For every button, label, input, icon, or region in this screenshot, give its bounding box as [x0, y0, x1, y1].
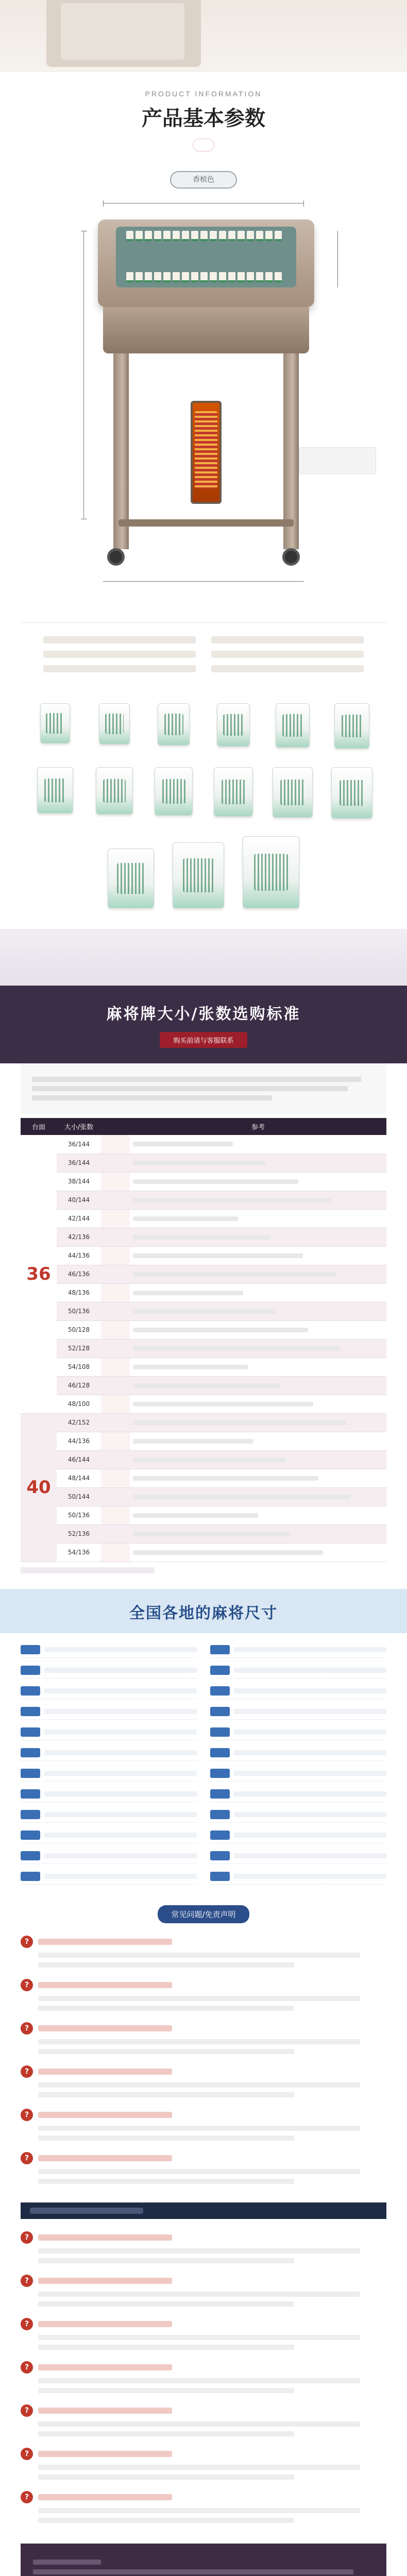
- size-cell: 48/144: [57, 1469, 101, 1487]
- size-guide-intro: [21, 1063, 386, 1114]
- hero-banner: [0, 0, 407, 72]
- dimension-line-height: [83, 231, 84, 519]
- faq-item: ?: [21, 2152, 386, 2184]
- reference-cell: [130, 1228, 386, 1246]
- notice-box: [21, 2544, 386, 2576]
- size-row: [21, 1172, 386, 1191]
- faq-header: [21, 1905, 386, 1923]
- faq-item: ?: [21, 2318, 386, 2350]
- region-row: [21, 1807, 197, 1823]
- tile-sample: [243, 836, 299, 908]
- qty-cell: [101, 1228, 130, 1246]
- region-row: [210, 1745, 386, 1761]
- size-guide-title: 麻将牌大小/张数选购标准: [106, 1005, 301, 1023]
- size-row: [21, 1228, 386, 1246]
- faq-item: ?: [21, 2491, 386, 2523]
- qty-cell: [101, 1172, 130, 1191]
- dimension-line-right: [337, 231, 338, 287]
- region-row: [21, 1828, 197, 1843]
- qty-cell: [101, 1339, 130, 1358]
- size-row: [21, 1506, 386, 1524]
- qty-cell: [101, 1487, 130, 1506]
- size-cell: 40/144: [57, 1191, 101, 1209]
- size-cell: 54/136: [57, 1543, 101, 1562]
- qty-cell: [101, 1246, 130, 1265]
- region-row: [210, 1766, 386, 1782]
- region-row: [21, 1849, 197, 1864]
- faq-item: ?: [21, 2065, 386, 2097]
- wheel-left: [107, 548, 125, 566]
- color-label: 香槟色: [170, 171, 237, 189]
- spec-line: [43, 665, 196, 672]
- wheel-right: [282, 548, 300, 566]
- size-guide-subtitle: 购买前请与客服联系: [160, 1032, 247, 1048]
- reference-cell: [130, 1209, 386, 1228]
- tile-sample: [173, 842, 224, 908]
- size-cell: 36/144: [57, 1135, 101, 1154]
- tile-sample: [214, 767, 253, 817]
- tile-sample: [331, 767, 372, 819]
- faq-item: ?: [21, 2448, 386, 2480]
- region-row: [21, 1766, 197, 1782]
- spec-line: [211, 636, 364, 643]
- size-row: [21, 1302, 386, 1320]
- size-row: [21, 1339, 386, 1358]
- reference-cell: [130, 1302, 386, 1320]
- reference-cell: [130, 1358, 386, 1376]
- reference-cell: [130, 1172, 386, 1191]
- faq-list: [21, 1936, 386, 2184]
- col-header-reference: 参考: [130, 1118, 386, 1135]
- spec-heading-zh: 产品基本参数: [142, 107, 265, 130]
- size-cell: 44/136: [57, 1432, 101, 1450]
- qty-cell: [101, 1135, 130, 1154]
- size-row: [21, 1432, 386, 1450]
- size-row: [21, 1283, 386, 1302]
- size-row: [21, 1265, 386, 1283]
- faq-list-second: [21, 2231, 386, 2523]
- tile-grid: [31, 703, 376, 819]
- size-cell: 50/144: [57, 1487, 101, 1506]
- size-cell: 50/136: [57, 1302, 101, 1320]
- region-title: 全国各地的麻将尺寸: [129, 1604, 278, 1622]
- faq-item: ?: [21, 2022, 386, 2054]
- faq-item: ?: [21, 2109, 386, 2141]
- tile-row-bottom: [126, 272, 282, 282]
- size-row: [21, 1469, 386, 1487]
- region-row: [210, 1869, 386, 1885]
- region-row: [21, 1725, 197, 1740]
- spec-line: [43, 636, 196, 643]
- size-cell: 44/136: [57, 1246, 101, 1265]
- spec-line: [43, 651, 196, 658]
- reference-cell: [130, 1543, 386, 1562]
- tile-sample: [217, 703, 250, 747]
- region-row: [21, 1869, 197, 1885]
- tile-sample: [158, 703, 190, 745]
- size-row: [21, 1246, 386, 1265]
- size-cell: 52/136: [57, 1524, 101, 1543]
- spec-line: [211, 665, 364, 672]
- size-cell: 50/136: [57, 1506, 101, 1524]
- faq-item: ?: [21, 2231, 386, 2263]
- spec-tagline: [193, 139, 214, 151]
- region-row: [210, 1642, 386, 1658]
- size-row: [21, 1154, 386, 1172]
- region-row: [21, 1787, 197, 1802]
- qty-cell: [101, 1376, 130, 1395]
- reference-cell: [130, 1487, 386, 1506]
- col-header-table: 台面: [21, 1118, 57, 1135]
- tile-sample: [99, 703, 130, 744]
- region-row: [21, 1642, 197, 1658]
- reference-cell: [130, 1191, 386, 1209]
- region-row: [21, 1663, 197, 1679]
- region-grid: [21, 1642, 386, 1885]
- region-header: [0, 1589, 407, 1633]
- divider-band: [0, 929, 407, 986]
- size-cell: 42/136: [57, 1228, 101, 1246]
- region-row: [210, 1663, 386, 1679]
- qty-cell: [101, 1358, 130, 1376]
- size-row: [21, 1358, 386, 1376]
- size-table-note: [21, 1567, 155, 1573]
- reference-cell: [130, 1413, 386, 1432]
- tile-sample: [37, 767, 73, 814]
- tile-sample: [108, 849, 154, 908]
- reference-cell: [130, 1450, 386, 1469]
- qty-cell: [101, 1524, 130, 1543]
- tile-sample: [40, 703, 70, 743]
- qty-cell: [101, 1506, 130, 1524]
- tile-sample: [273, 767, 313, 818]
- tile-row-top: [126, 231, 282, 241]
- col-header-size: 大小/张数: [57, 1118, 101, 1135]
- size-row: [21, 1487, 386, 1506]
- tile-grid-large: [31, 836, 376, 908]
- qty-cell: [101, 1469, 130, 1487]
- faq-second-header: [21, 2202, 386, 2219]
- qty-cell: [101, 1320, 130, 1339]
- spec-heading-en: PRODUCT INFORMATION: [145, 90, 262, 98]
- qty-cell: [101, 1432, 130, 1450]
- reference-cell: [130, 1246, 386, 1265]
- tile-sample: [96, 767, 133, 815]
- size-row: [21, 1320, 386, 1339]
- table-crossbar: [118, 519, 294, 527]
- dimension-line-top: [103, 203, 304, 204]
- region-row: [210, 1725, 386, 1740]
- size-cell: 38/144: [57, 1172, 101, 1191]
- faq-item: ?: [21, 2275, 386, 2307]
- qty-cell: [101, 1265, 130, 1283]
- region-row: [210, 1704, 386, 1720]
- tile-size-chart: [21, 693, 386, 929]
- qty-cell: [101, 1413, 130, 1432]
- region-row: [210, 1828, 386, 1843]
- size-table: [21, 1118, 386, 1562]
- qty-cell: [101, 1543, 130, 1562]
- spec-section-heading: [0, 72, 407, 159]
- qty-cell: [101, 1395, 130, 1413]
- qty-cell: [101, 1283, 130, 1302]
- heater-note: [299, 447, 376, 474]
- hero-caption-box: [61, 3, 184, 60]
- region-row: [21, 1745, 197, 1761]
- spec-list: [21, 622, 386, 688]
- qty-cell: [101, 1302, 130, 1320]
- col-header-qty: [101, 1118, 130, 1135]
- size-cell: 46/144: [57, 1450, 101, 1469]
- reference-cell: [130, 1524, 386, 1543]
- region-row: [210, 1807, 386, 1823]
- size-row: [21, 1413, 386, 1432]
- size-cell: 42/144: [57, 1209, 101, 1228]
- size-row: [21, 1191, 386, 1209]
- size-cell: 54/108: [57, 1358, 101, 1376]
- size-guide-header: [0, 986, 407, 1063]
- size-row: [21, 1395, 386, 1413]
- size-cell: 42/152: [57, 1413, 101, 1432]
- size-row: [21, 1543, 386, 1562]
- region-row: [21, 1684, 197, 1699]
- table-group-tag: 40: [21, 1413, 57, 1562]
- size-cell: 48/136: [57, 1283, 101, 1302]
- size-cell: 36/144: [57, 1154, 101, 1172]
- size-row: [21, 1135, 386, 1154]
- faq-item: ?: [21, 2404, 386, 2436]
- region-row: [21, 1704, 197, 1720]
- size-row: [21, 1450, 386, 1469]
- faq-item: ?: [21, 2361, 386, 2393]
- reference-cell: [130, 1432, 386, 1450]
- size-row: [21, 1524, 386, 1543]
- faq-item: ?: [21, 1979, 386, 2011]
- spec-line: [211, 651, 364, 658]
- reference-cell: [130, 1135, 386, 1154]
- size-cell: 48/100: [57, 1395, 101, 1413]
- reference-cell: [130, 1154, 386, 1172]
- reference-cell: [130, 1320, 386, 1339]
- region-row: [210, 1849, 386, 1864]
- tile-sample: [334, 703, 369, 749]
- size-cell: 46/128: [57, 1376, 101, 1395]
- reference-cell: [130, 1283, 386, 1302]
- reference-cell: [130, 1376, 386, 1395]
- qty-cell: [101, 1450, 130, 1469]
- reference-cell: [130, 1265, 386, 1283]
- tile-sample: [155, 767, 193, 816]
- region-row: [210, 1787, 386, 1802]
- table-group-tag: 36: [21, 1135, 57, 1413]
- size-cell: 50/128: [57, 1320, 101, 1339]
- reference-cell: [130, 1339, 386, 1358]
- dimension-line-bottom: [103, 581, 304, 582]
- heater-grill: [195, 411, 217, 488]
- size-row: [21, 1209, 386, 1228]
- reference-cell: [130, 1469, 386, 1487]
- faq-item: ?: [21, 1936, 386, 1968]
- faq-title: 常见问题/免责声明: [158, 1905, 249, 1923]
- product-drawing: [21, 159, 386, 622]
- qty-cell: [101, 1154, 130, 1172]
- region-row: [210, 1684, 386, 1699]
- qty-cell: [101, 1209, 130, 1228]
- size-cell: 46/136: [57, 1265, 101, 1283]
- tile-sample: [276, 703, 310, 748]
- size-cell: 52/128: [57, 1339, 101, 1358]
- reference-cell: [130, 1506, 386, 1524]
- table-apron: [103, 307, 309, 353]
- size-row: [21, 1376, 386, 1395]
- qty-cell: [101, 1191, 130, 1209]
- reference-cell: [130, 1395, 386, 1413]
